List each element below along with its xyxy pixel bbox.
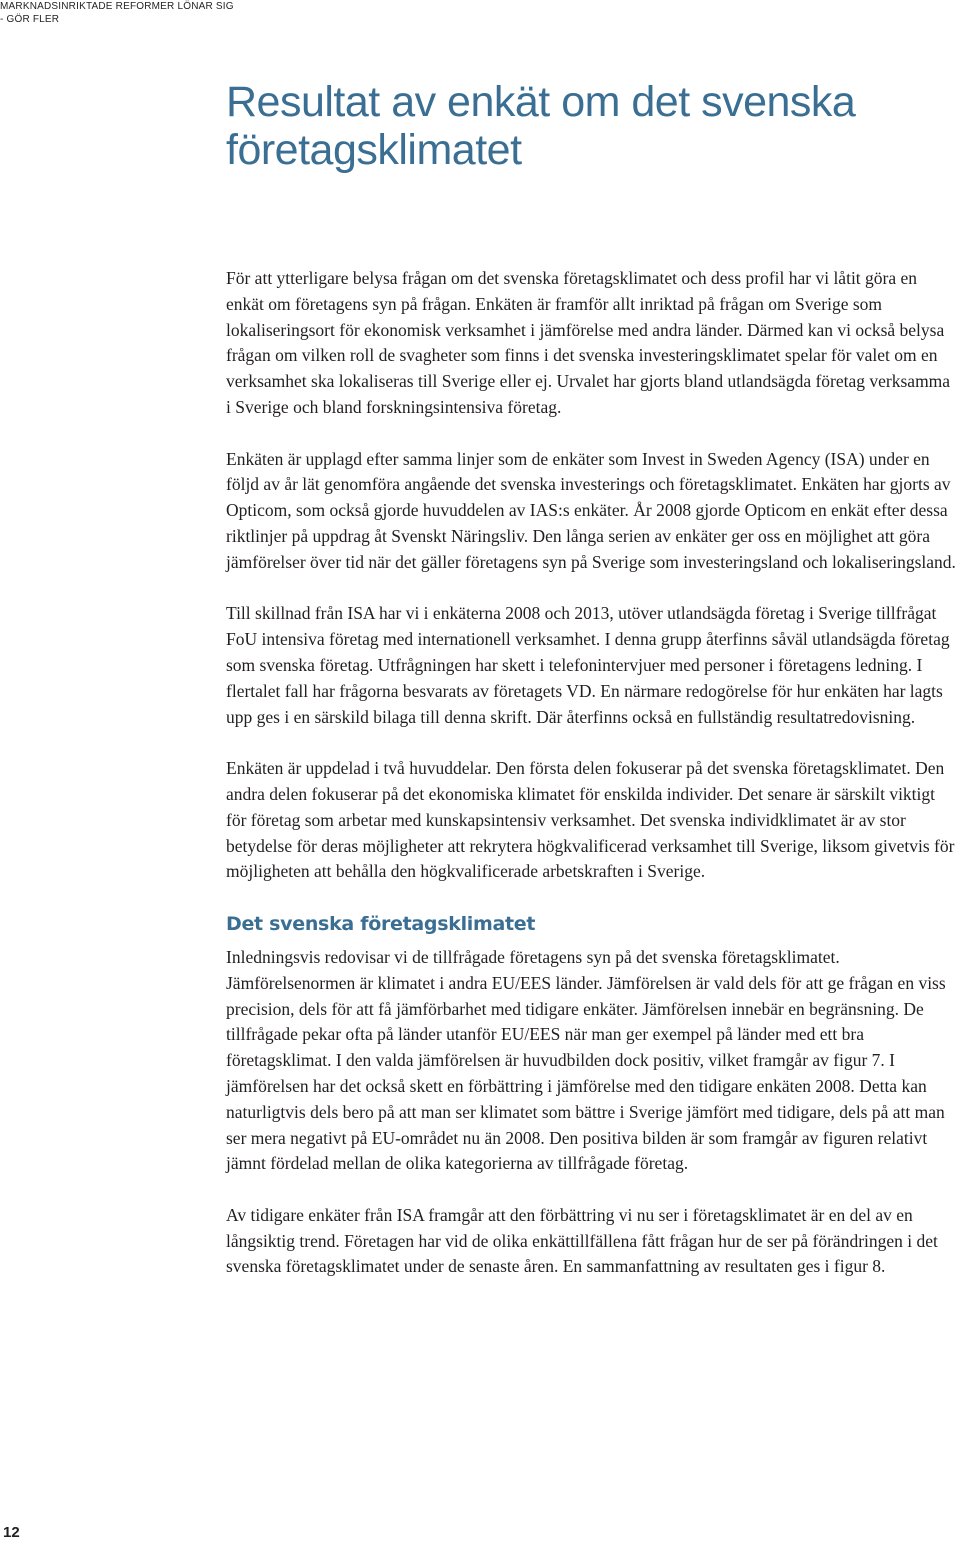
article-body [226, 266, 958, 1306]
section-paragraph-2: Av tidigare enkäter från ISA framgår att den förbättring vi nu ser i företagsklimatet är en del av en långsiktig trend. Företagen har vid de olika enkättillfällena fått frågan hur de ser på förändringen i det svenska företagsklimatet under de senaste åren. En sammanfattning av resultaten ges i figur 8. [226, 1204, 938, 1277]
body-paragraph-3: Till skillnad från ISA har vi i enkäterna 2008 och 2013, utöver utlandsägda företag i Sverige tillfrågat FoU intensiva företag med internationell verksamhet. I denna grupp återfinns såväl utlandsägda företag som svenska företag. Utfrågningen har skett i telefonintervjuer med personer i företagens ledning. I flertalet fall har frågorna besvarats av företagets VD. En närmare redogörelse för hur enkäten har lagts upp ges i en särskild bilaga till denna skrift. Där återfinns också en fullständig resultatredovisning. [226, 603, 950, 727]
page-title: Resultat av enkät om det svenska företagsklimatet [226, 78, 856, 174]
section-heading: Det svenska företagsklimatet [226, 912, 536, 935]
page-number: 12 [3, 1524, 20, 1541]
section-paragraph-1: Inledningsvis redovisar vi de tillfrågade företagens syn på det svenska företagsklimatet. Jämförelsenormen är klimatet i andra EU/EES länder. Jämförelsen är vald dels för att ge frågan en viss precision, dels för att få jämförbarhet med tidigare enkäter. Jämförelsen innebär en begränsning. De tillfrågade pekar ofta på länder utanför EU/EES när man ger exempel på länder med ett bra företagsklimat. I den valda jämförelsen är huvudbilden dock positiv, vilket framgår av figur 7. I jämförelsen har det också skett en förbättring i jämförelse med den tidigare enkäten 2008. Detta kan naturligtvis dels bero på att man ser klimatet som bättre i Sverige jämfört med tidigare, dels på att man ser mera negativt på EU-området nu än 2008. Den positiva bilden är som framgår av figuren relativt jämnt fördelad mellan de olika kategorierna av tillfrågade företag. [226, 946, 946, 1174]
running-header: MARKNADSINRIKTADE REFORMER LÖNAR SIG - GÖR FLER [0, 1, 234, 25]
body-paragraph-2: Enkäten är upplagd efter samma linjer som de enkäter som Invest in Sweden Agency (ISA) under en följd av år lät genomföra angående det svenska investerings och företagsklimatet. Enkäten har gjorts av Opticom, som också gjorde huvuddelen av IAS:s enkäter. År 2008 gjorde Opticom en enkät efter dessa riktlinjer på uppdrag åt Svenskt Näringsliv. Den långa serien av enkäter ger oss en möjlighet att göra jämförelser över tid när det gäller företagens syn på Sverige som investeringsland och lokaliseringsland. [226, 448, 956, 572]
body-paragraph-1: För att ytterligare belysa frågan om det svenska företagsklimatet och dess profil har vi låtit göra en enkät om företagens syn på frågan. Enkäten är framför allt inriktad på frågan om Sverige som lokaliseringsort för ekonomisk verksamhet i jämförelse med andra länder. Därmed kan vi också belysa frågan om vilken roll de svagheter som finns i det svenska investeringsklimatet spelar för valet om en verksamhet ska lokaliseras till Sverige eller ej. Urvalet har gjorts bland utlandsägda företag verksamma i Sverige och bland forskningsintensiva företag. [226, 268, 951, 417]
body-paragraph-4: Enkäten är uppdelad i två huvuddelar. Den första delen fokuserar på det svenska företagsklimatet. Den andra delen fokuserar på det ekonomiska klimatet för enskilda individer. Det senare är särskilt viktigt för företag som arbetar med kunskapsintensiv verksamhet. Det svenska individklimatet är av stor betydelse för deras möjligheter att rekrytera högkvalificerad verksamhet till Sverige, liksom givetvis för möjligheten att behålla den högkvalificerade arbetskraften i Sverige. [226, 758, 955, 882]
